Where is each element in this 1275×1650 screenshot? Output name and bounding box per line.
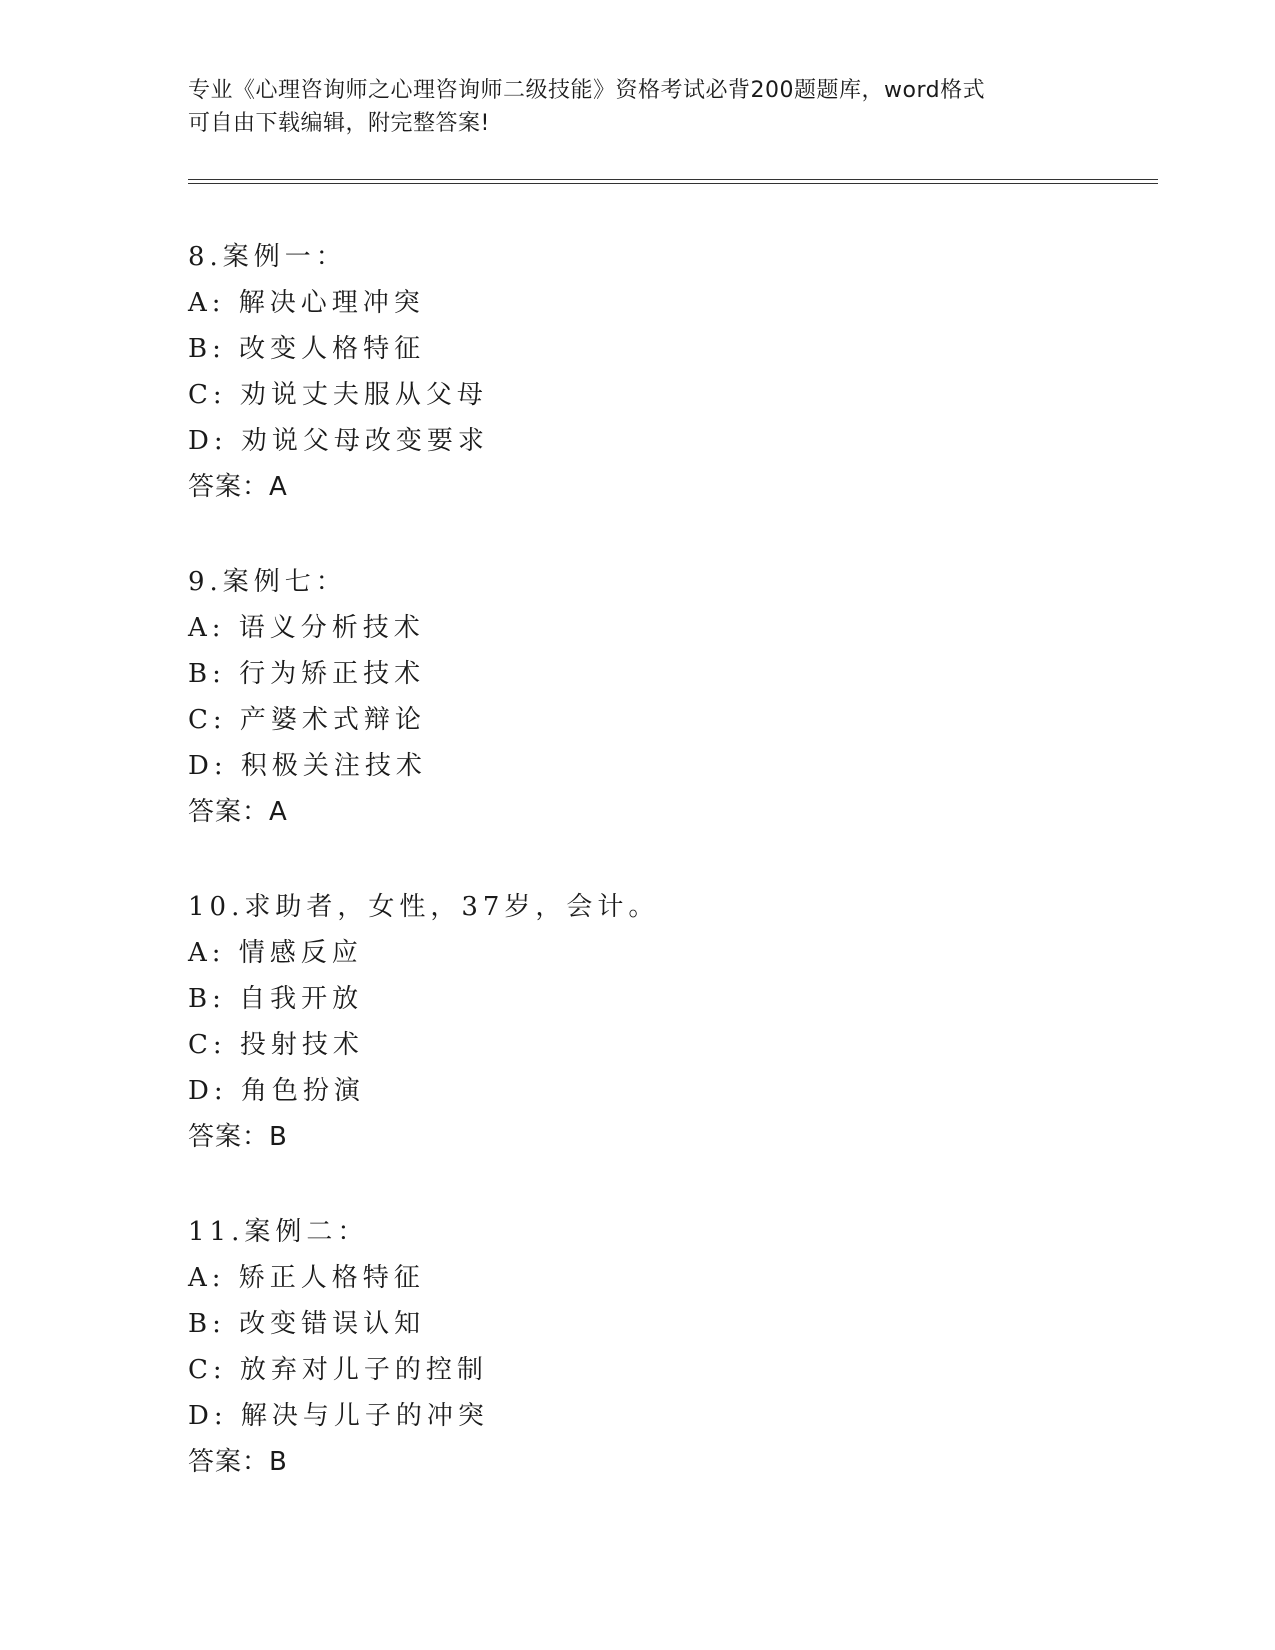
question-9	[188, 559, 1148, 835]
option-a: A: 矫正人格特征	[188, 1263, 425, 1293]
question-title: 10.求助者，女性，37岁，会计。	[188, 892, 660, 922]
option-c: C: 放弃对儿子的控制	[188, 1355, 488, 1385]
option-d: D: 角色扮演	[188, 1076, 365, 1106]
option-a: A: 语义分析技术	[188, 613, 425, 643]
header-title-line-2: 可自由下载编辑，附完整答案!	[188, 111, 490, 136]
document-header	[188, 74, 1088, 140]
option-d: D: 解决与儿子的冲突	[188, 1401, 489, 1431]
answer-line: 答案：A	[188, 472, 288, 502]
option-b: B: 改变人格特征	[188, 334, 426, 364]
option-d: D: 劝说父母改变要求	[188, 426, 489, 456]
answer-line: 答案：A	[188, 797, 288, 827]
question-title: 8.案例一：	[188, 242, 347, 272]
option-c: C: 投射技术	[188, 1030, 364, 1060]
header-divider-bottom	[188, 183, 1158, 184]
option-d: D: 积极关注技术	[188, 751, 427, 781]
option-c: C: 劝说丈夫服从父母	[188, 380, 488, 410]
option-c: C: 产婆术式辩论	[188, 705, 426, 735]
question-title: 9.案例七：	[188, 567, 347, 597]
option-b: B: 行为矫正技术	[188, 659, 426, 689]
question-11	[188, 1209, 1148, 1485]
option-a: A: 情感反应	[188, 938, 363, 968]
answer-line: 答案：B	[188, 1122, 288, 1152]
option-b: B: 自我开放	[188, 984, 364, 1014]
question-8	[188, 234, 1148, 510]
question-10	[188, 884, 1148, 1160]
header-title-line-1: 专业《心理咨询师之心理咨询师二级技能》资格考试必背200题题库，word格式	[188, 78, 986, 103]
answer-line: 答案：B	[188, 1447, 288, 1477]
question-list	[188, 234, 1148, 1534]
question-title: 11.案例二：	[188, 1217, 369, 1247]
option-a: A: 解决心理冲突	[188, 288, 425, 318]
option-b: B: 改变错误认知	[188, 1309, 426, 1339]
header-divider-top	[188, 179, 1158, 180]
